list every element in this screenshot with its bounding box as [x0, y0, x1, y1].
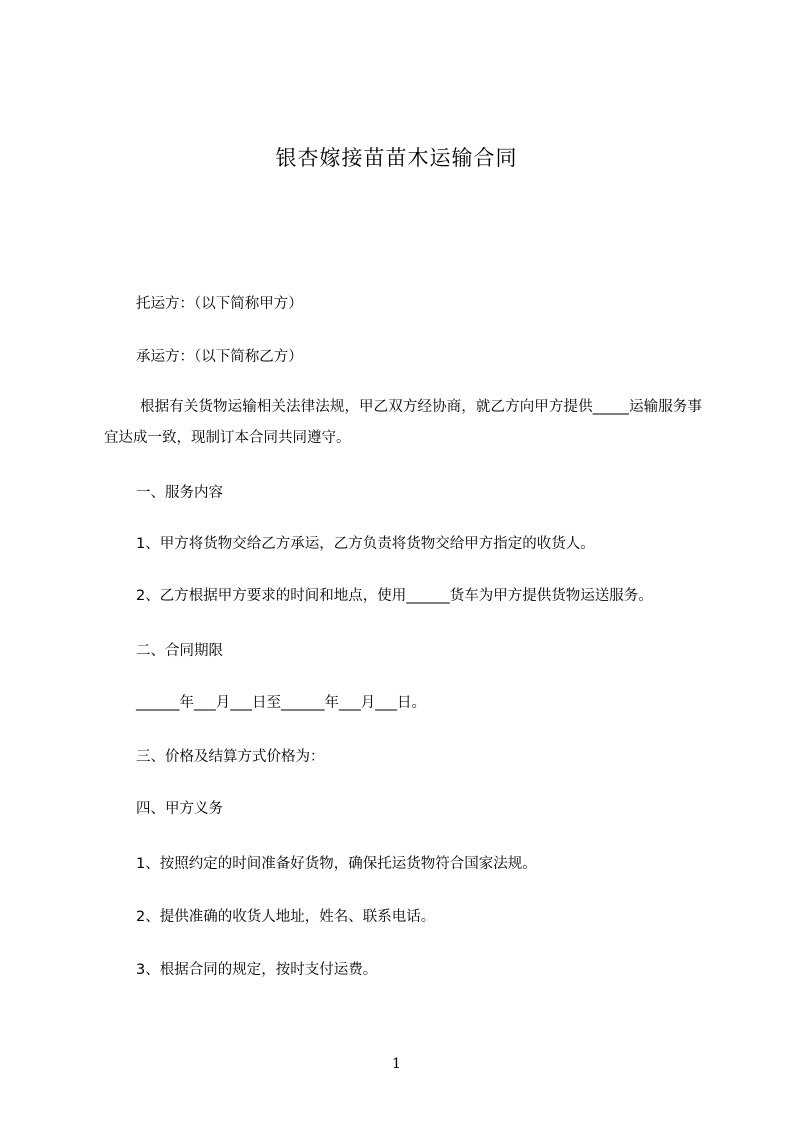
document-title: 银杏嫁接苗苗木运输合同	[275, 146, 518, 170]
section-heading: 三、价格及结算方式价格为：	[136, 749, 325, 765]
carrier-line: 承运方：（以下简称乙方）	[136, 349, 303, 365]
clause-item: 1、甲方将货物交给乙方承运，乙方负责将货物交给甲方指定的收货人。	[136, 536, 595, 552]
clause-item: 3、根据合同的规定，按时支付运费。	[136, 962, 378, 978]
section-heading: 一、服务内容	[136, 485, 223, 501]
clause-item: 2、乙方根据甲方要求的时间和地点，使用______货车为甲方提供货物运送服务。	[136, 588, 653, 604]
section-heading: 四、甲方义务	[136, 801, 223, 817]
clause-item: 1、按照约定的时间准备好货物，确保托运货物符合国家法规。	[136, 856, 537, 872]
preamble-paragraph: 根据有关货物运输相关法律法规，甲乙双方经协商，就乙方向甲方提供_____运输服务事宜达成一致，现制订本合同共同遵守。	[104, 399, 702, 446]
date-range-line: ______年___月___日至______年___月___日。	[136, 695, 426, 711]
clause-item: 2、提供准确的收货人地址，姓名、联系电话。	[136, 909, 436, 925]
section-heading: 二、合同期限	[136, 643, 223, 659]
shipper-line: 托运方：（以下简称甲方）	[136, 296, 303, 312]
page-number: 1	[392, 1056, 401, 1072]
